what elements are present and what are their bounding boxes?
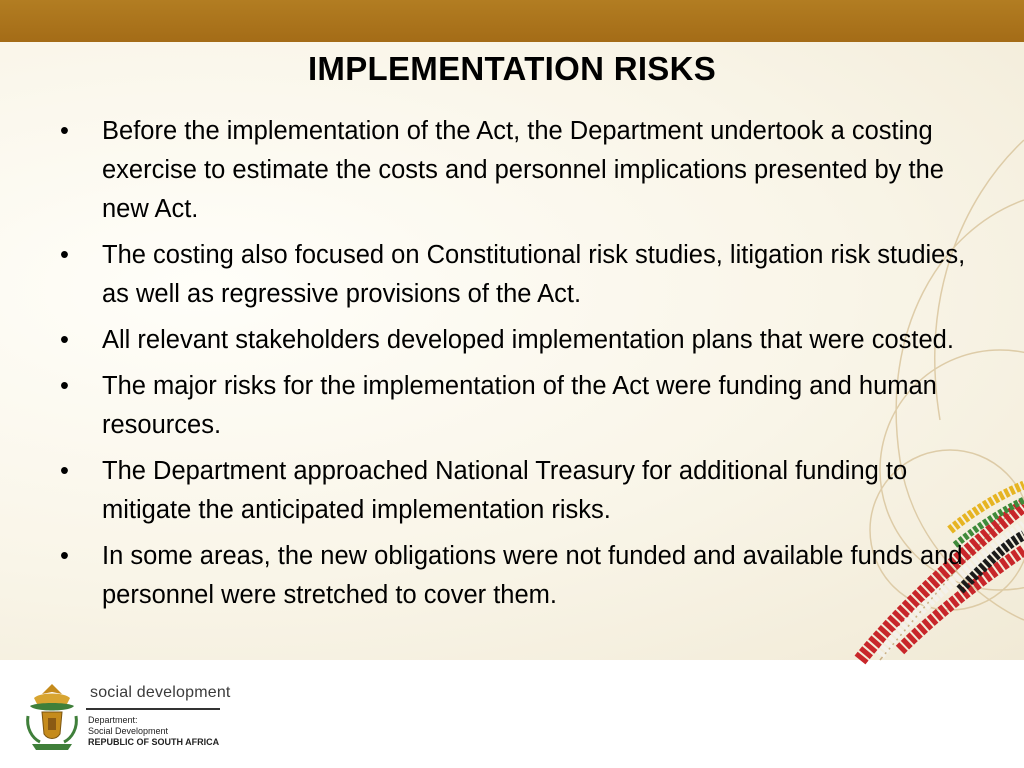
slide-title: IMPLEMENTATION RISKS	[307, 50, 717, 87]
bullet-icon: •	[60, 117, 69, 145]
brand-divider	[86, 708, 220, 710]
bullet-icon: •	[60, 457, 69, 485]
brand-name: social development	[90, 684, 231, 701]
bullet-item	[58, 367, 973, 445]
bullet-item	[58, 321, 973, 360]
bullet-icon: •	[60, 372, 69, 400]
department-line-1: Department:	[88, 715, 138, 725]
bullet-icon: •	[60, 542, 69, 570]
department-label	[88, 715, 219, 748]
bullet-icon: •	[60, 241, 69, 269]
bullet-list	[58, 112, 973, 622]
bullet-text: All relevant stakeholders developed implementation plans that were costed.	[102, 326, 954, 354]
bullet-text: Before the implementation of the Act, the Department undertook a costing exercise to estimate the costs and personnel implications presented by the new Act.	[102, 117, 944, 223]
bullet-item	[58, 537, 973, 615]
bullet-item	[58, 452, 973, 530]
bullet-text: The Department approached National Treasury for additional funding to mitigate the anticipated implementation risks.	[102, 457, 908, 524]
bullet-item	[58, 112, 973, 229]
department-line-2: Social Development	[88, 726, 169, 736]
bullet-item	[58, 236, 973, 314]
bullet-text: The costing also focused on Constitutional risk studies, litigation risk studies, as well as regressive provisions of the Act.	[102, 241, 966, 308]
department-line-3: REPUBLIC OF SOUTH AFRICA	[88, 737, 220, 747]
bullet-text: In some areas, the new obligations were not funded and available funds and personnel were stretched to cover them.	[102, 542, 963, 609]
bullet-icon: •	[60, 326, 69, 354]
bullet-text: The major risks for the implementation of the Act were funding and human resources.	[102, 372, 937, 439]
